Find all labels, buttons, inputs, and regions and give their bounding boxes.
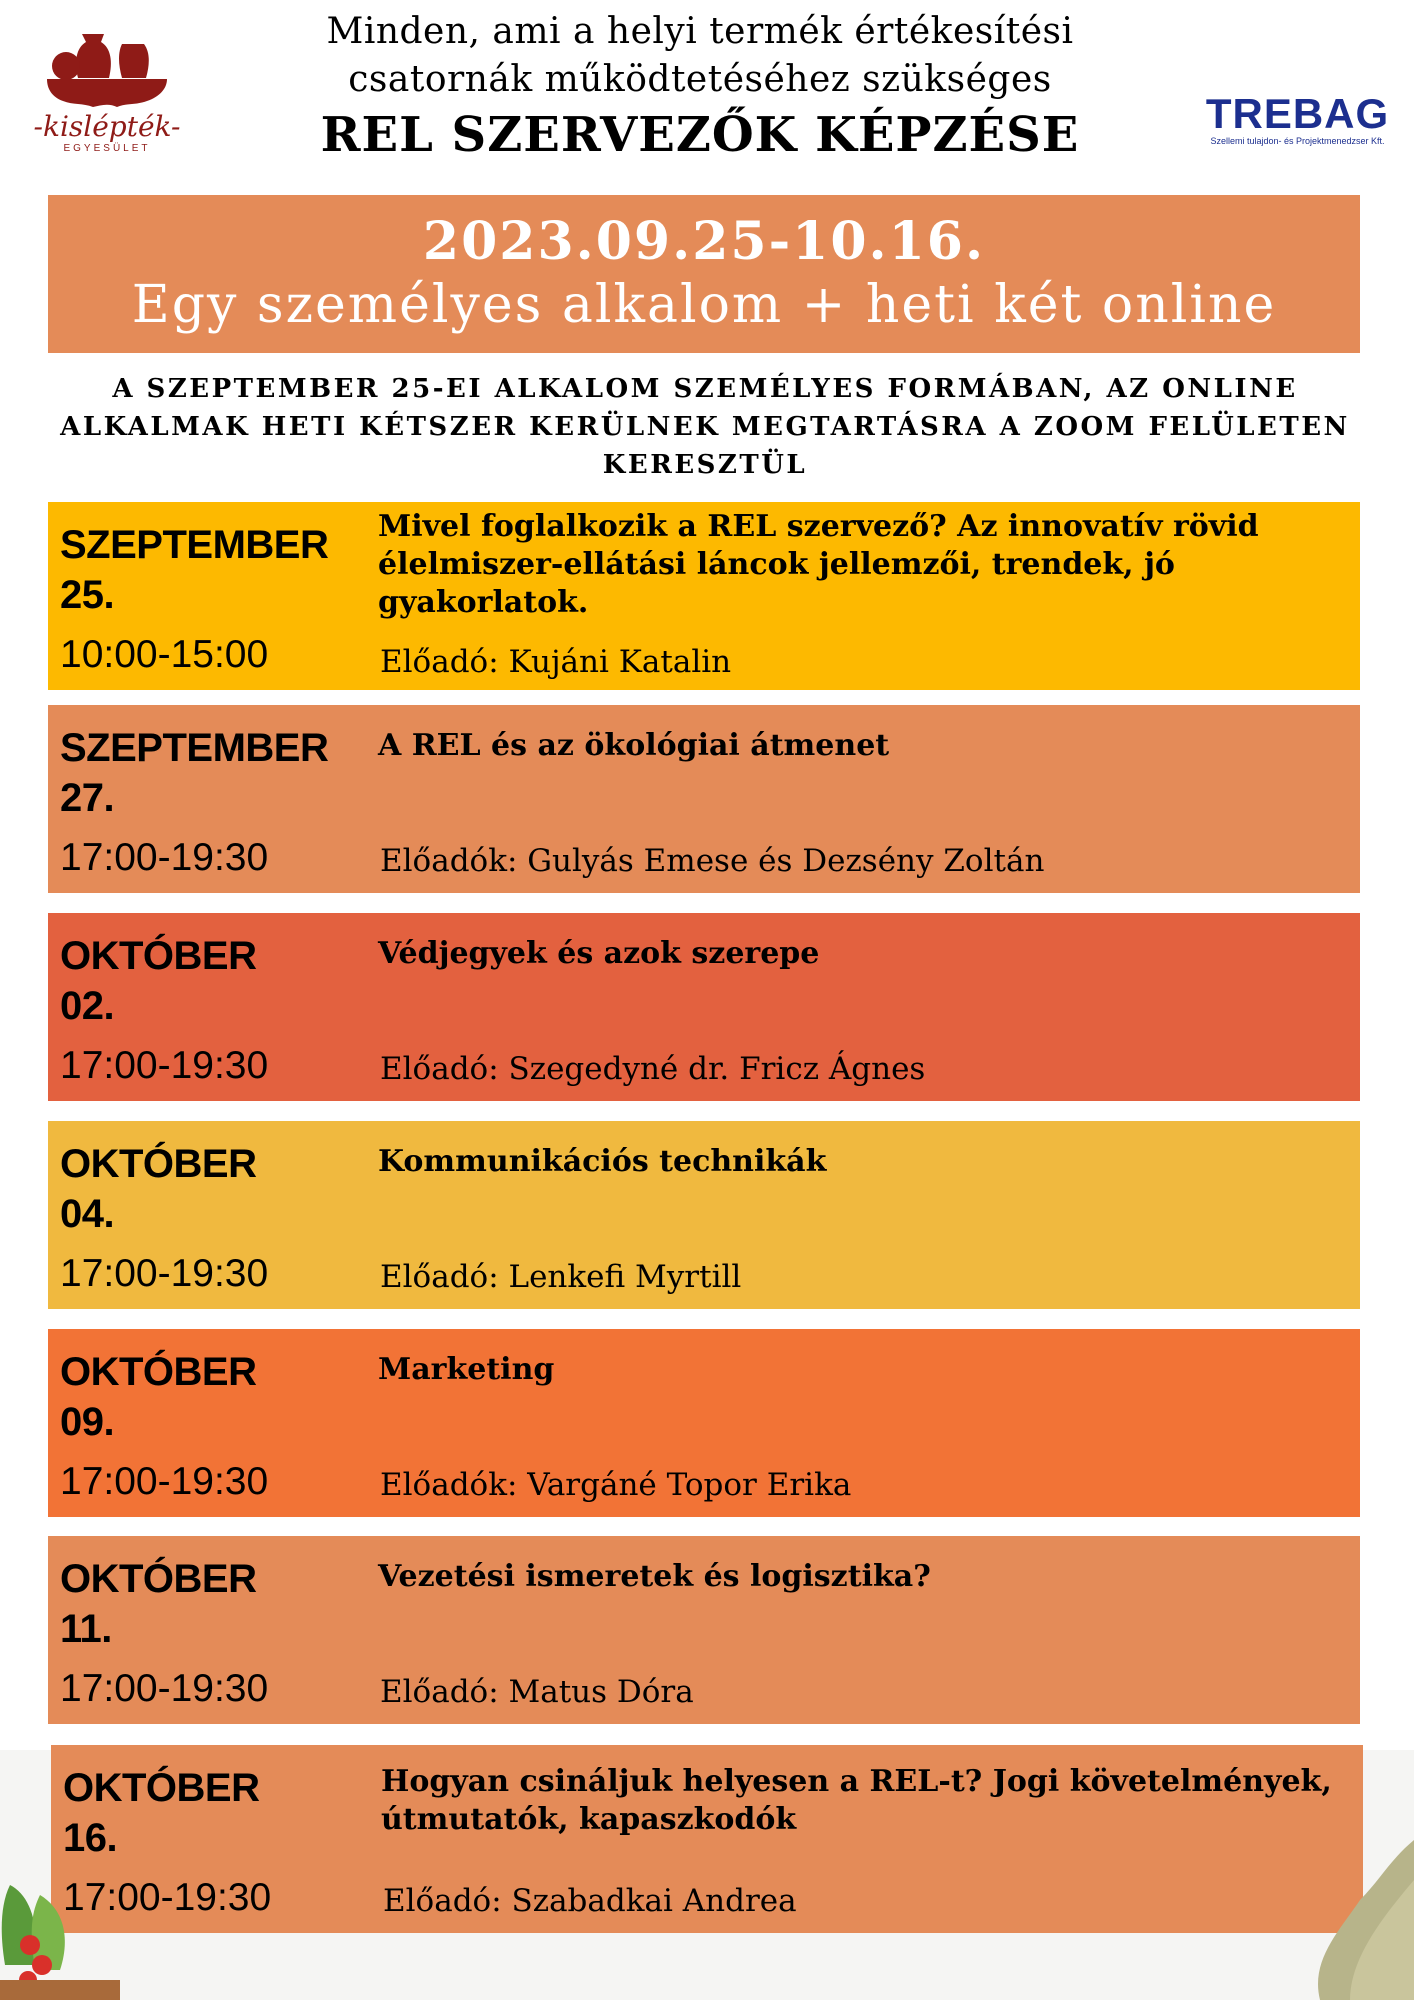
header-line-1: Minden, ami a helyi termék értékesítési [326, 11, 1074, 52]
session-topic: Hogyan csináljuk helyesen a REL-t? Jogi követelmények, útmutatók, kapaszkodók [381, 1764, 1332, 1837]
session-month: OKTÓBER [63, 1766, 260, 1810]
session-time: 17:00-19:30 [60, 1044, 269, 1087]
logo-sub: EGYESÜLET [63, 143, 151, 154]
session-row [48, 913, 1360, 1101]
session-row [48, 502, 1360, 690]
session-day: 11. [60, 1607, 112, 1651]
header [200, 8, 1200, 166]
session-date [60, 1347, 257, 1447]
session-time: 17:00-19:30 [63, 1876, 272, 1919]
session-time: 17:00-19:30 [60, 836, 269, 879]
session-topic: Vezetési ismeretek és logisztika? [378, 1559, 931, 1594]
session-month: OKTÓBER [60, 1142, 257, 1186]
logo-name: -kislépték- [33, 110, 181, 143]
session-date [60, 931, 257, 1031]
session-month: OKTÓBER [60, 1557, 257, 1601]
session-speaker: Előadók: Gulyás Emese és Dezsény Zoltán [380, 843, 1045, 879]
session-row [48, 705, 1360, 893]
kislepték-logo [22, 24, 192, 184]
session-day: 02. [60, 984, 115, 1028]
session-topic: A REL és az ökológiai átmenet [378, 728, 890, 763]
session-day: 16. [63, 1816, 118, 1860]
page-title: REL SZERVEZŐK KÉPZÉSE [320, 107, 1080, 163]
trebag-logo [1200, 92, 1395, 146]
session-time: 17:00-19:30 [60, 1252, 269, 1295]
session-speaker: Előadó: Lenkefi Myrtill [380, 1259, 742, 1295]
session-month: OKTÓBER [60, 1350, 257, 1394]
logo-name: TREBAG [1205, 90, 1390, 137]
header-line-2: csatornák működtetéséhez szükséges [348, 59, 1052, 100]
date-range: 2023.09.25-10.16. [422, 211, 986, 272]
session-month: SZEPTEMBER [60, 726, 329, 770]
session-speaker: Előadó: Kujáni Katalin [380, 644, 732, 680]
date-banner [48, 195, 1360, 353]
session-row [48, 1329, 1360, 1517]
session-topic: Védjegyek és azok szerepe [378, 936, 820, 971]
session-time: 17:00-19:30 [60, 1460, 269, 1503]
session-date [60, 1139, 257, 1239]
session-month: SZEPTEMBER [60, 523, 329, 567]
session-row [51, 1745, 1363, 1933]
session-topic: Mivel foglalkozik a REL szervező? Az innovatív rövid élelmiszer-ellátási láncok jellemzői, trendek, jó gyakorlatok. [378, 509, 1259, 620]
session-speaker: Előadó: Szabadkai Andrea [383, 1883, 797, 1919]
session-row [48, 1536, 1360, 1724]
session-time: 17:00-19:30 [60, 1667, 269, 1710]
session-topic: Marketing [378, 1352, 555, 1387]
session-speaker: Előadó: Matus Dóra [380, 1674, 694, 1710]
vegetable-basket-icon [0, 1885, 140, 2000]
logo-sub: Szellemi tulajdon- és Projektmenedzser Kft. [1210, 136, 1385, 146]
session-day: 04. [60, 1192, 115, 1236]
session-day: 27. [60, 776, 115, 820]
format-text: Egy személyes alkalom + heti két online [131, 275, 1277, 335]
session-date [60, 723, 328, 823]
session-month: OKTÓBER [60, 934, 257, 978]
session-speaker: Előadó: Szegedyné dr. Fricz Ágnes [380, 1051, 926, 1087]
artichoke-icon [1300, 1840, 1414, 2000]
session-row [48, 1121, 1360, 1309]
session-date [60, 520, 328, 620]
session-date [63, 1763, 260, 1863]
pottery-icon [42, 24, 172, 114]
session-topic: Kommunikációs technikák [378, 1144, 827, 1179]
session-speaker: Előadók: Vargáné Topor Erika [380, 1467, 852, 1503]
session-time: 10:00-15:00 [60, 633, 269, 676]
session-day: 25. [60, 573, 115, 617]
format-note: A SZEPTEMBER 25-EI ALKALOM SZEMÉLYES FORMÁBAN, AZ ONLINE ALKALMAK HETI KÉTSZER KERÜLNEK MEGTARTÁSRA A ZOOM FELÜLETEN KERESZTÜL [60, 374, 1350, 480]
session-date [60, 1554, 257, 1654]
session-day: 09. [60, 1400, 115, 1444]
